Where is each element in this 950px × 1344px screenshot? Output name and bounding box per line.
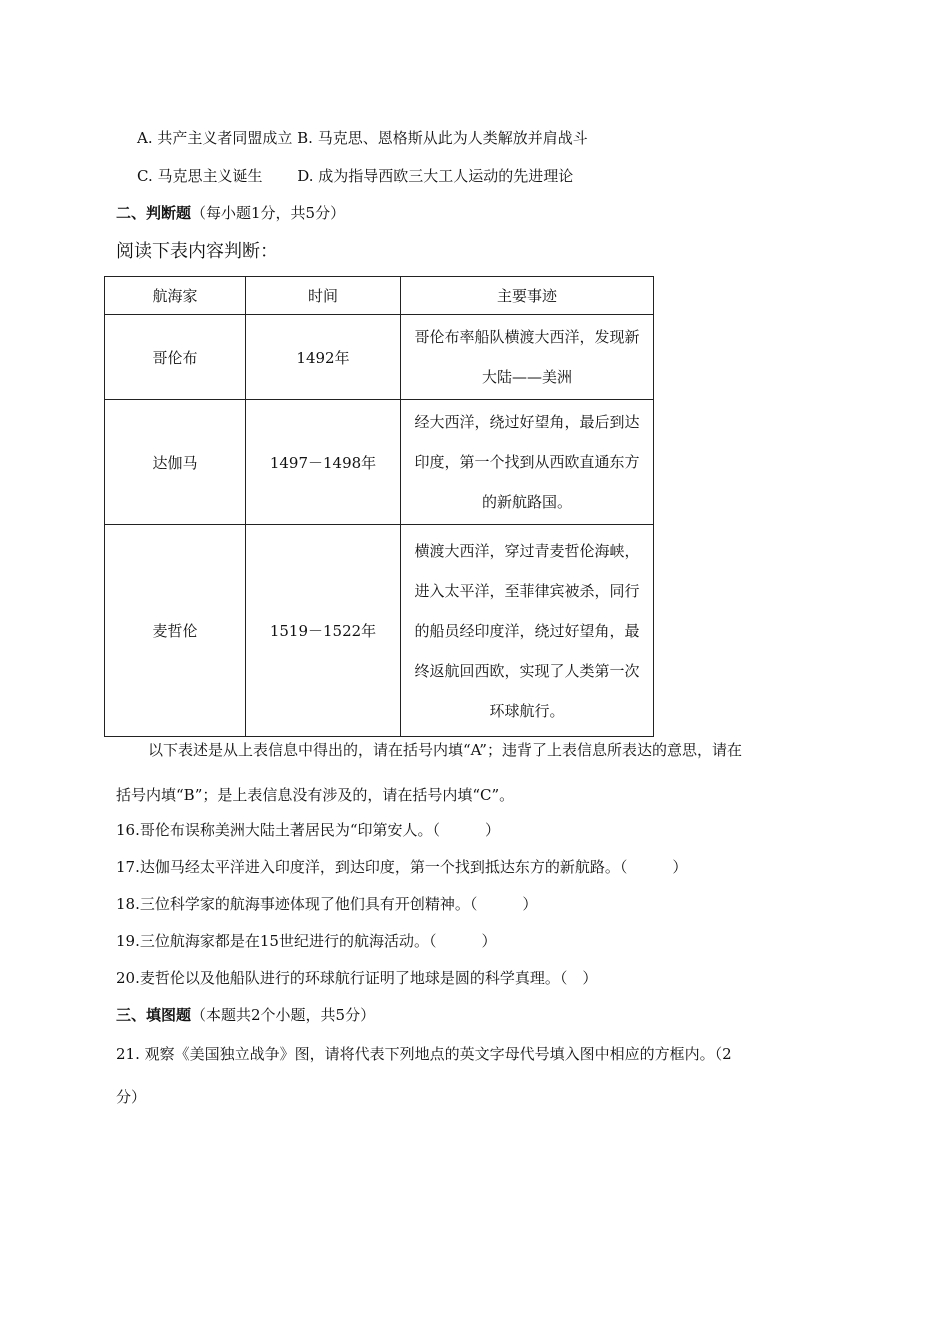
section-3-note: （本题共2个小题，共5分） [191,1006,376,1024]
table-intro: 阅读下表内容判断： [116,241,278,262]
table-row [105,315,654,400]
question-21-line-1: 21. 观察《美国独立战争》图，请将代表下列地点的英文字母代号填入图中相应的方框内。（2 [116,1045,732,1063]
section-2-title: 二、判断题 [116,204,192,222]
cell-deed: 经大西洋，绕过好望角，最后到达印度，第一个找到从西欧直通东方的新航路国。 [401,400,654,525]
cell-deed: 哥伦布率船队横渡大西洋，发现新大陆——美洲 [401,315,654,400]
section-2-note: （每小题1分，共5分） [191,204,346,222]
section-2-heading [116,203,345,223]
option-line-cd: C. 马克思主义诞生 D. 成为指导西欧三大工人运动的先进理论 [137,167,574,185]
cell-name: 麦哲伦 [105,525,246,737]
question-20: 20.麦哲伦以及他船队进行的环球航行证明了地球是圆的科学真理。（ ） [116,969,598,987]
table-row [105,525,654,737]
table-header-row [105,277,654,315]
cell-time: 1519－1522年 [246,525,401,737]
section-3-title: 三、填图题 [116,1006,192,1024]
header-time: 时间 [246,277,401,315]
cell-name: 哥伦布 [105,315,246,400]
question-21-line-2: 分） [116,1088,147,1106]
cell-name: 达伽马 [105,400,246,525]
question-17: 17.达伽马经太平洋进入印度洋，到达印度，第一个找到抵达东方的新航路。（ ） [116,858,688,876]
question-19: 19.三位航海家都是在15世纪进行的航海活动。（ ） [116,932,497,950]
header-deeds: 主要事迹 [401,277,654,315]
section-3-heading [116,1005,375,1025]
question-18: 18.三位科学家的航海事迹体现了他们具有开创精神。（ ） [116,895,538,913]
cell-time: 1492年 [246,315,401,400]
cell-time: 1497－1498年 [246,400,401,525]
instruction-line-2: 括号内填“B”；是上表信息没有涉及的，请在括号内填“C”。 [116,786,515,804]
option-line-ab: A. 共产主义者同盟成立 B. 马克思、恩格斯从此为人类解放并肩战斗 [137,129,588,147]
table-row [105,400,654,525]
question-16: 16.哥伦布误称美洲大陆土著居民为“印第安人。（ ） [116,821,501,839]
instruction-line-1: 以下表述是从上表信息中得出的，请在括号内填“A”；违背了上表信息所表达的意思，请在 [148,741,742,759]
navigator-table [104,276,654,737]
cell-deed: 横渡大西洋，穿过青麦哲伦海峡，进入太平洋，至菲律宾被杀，同行的船员经印度洋，绕过好望角，最终返航回西欧，实现了人类第一次环球航行。 [401,525,654,737]
header-navigator: 航海家 [105,277,246,315]
